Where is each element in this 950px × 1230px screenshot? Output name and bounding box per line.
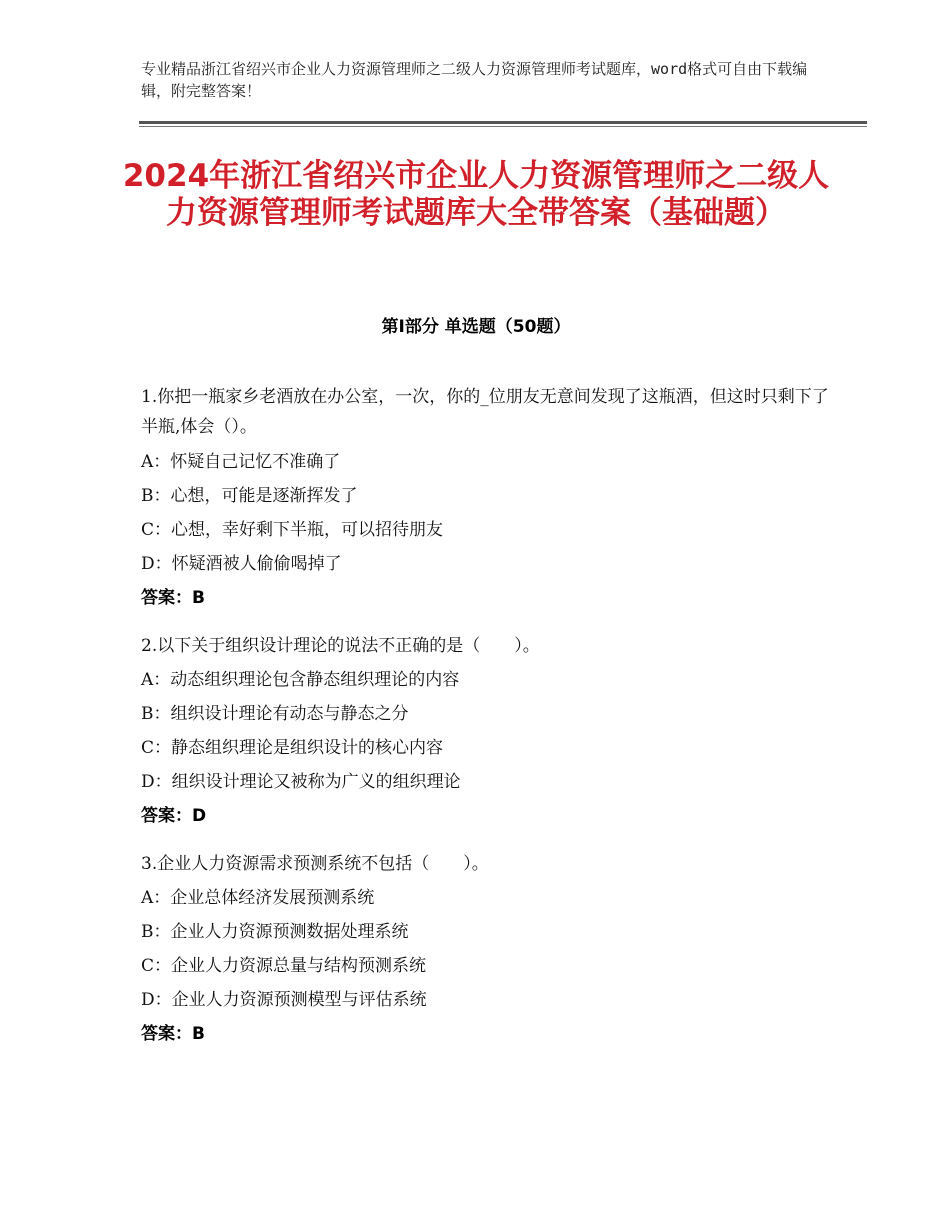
question-option-d: D：怀疑酒被人偷偷喝掉了 [141, 554, 342, 574]
question-stem: 1.你把一瓶家乡老酒放在办公室，一次，你的_位朋友无意间发现了这瓶酒，但这时只剩下了半瓶,体会（）。 [141, 387, 829, 437]
question-option-b: B：组织设计理论有动态与静态之分 [141, 704, 409, 724]
question-option-a: A：动态组织理论包含静态组织理论的内容 [141, 670, 460, 690]
question-option-b: B：企业人力资源预测数据处理系统 [141, 922, 409, 942]
question-option-d: D：组织设计理论又被称为广义的组织理论 [141, 772, 461, 792]
question-3 [141, 847, 831, 1051]
question-option-c: C：心想，幸好剩下半瓶，可以招待朋友 [141, 520, 444, 540]
question-1 [141, 382, 831, 615]
question-answer: 答案：B [141, 588, 205, 608]
question-2 [141, 629, 831, 833]
question-option-b: B：心想，可能是逐渐挥发了 [141, 486, 358, 506]
section-title: 第Ⅰ部分 单选题（50题） [381, 317, 571, 337]
header-divider-thick [139, 121, 867, 124]
header-note: 专业精品浙江省绍兴市企业人力资源管理师之二级人力资源管理师考试题库，word格式可自由下载编辑，附完整答案！ [141, 60, 808, 100]
question-option-d: D：企业人力资源预测模型与评估系统 [141, 990, 427, 1010]
question-answer: 答案：B [141, 1024, 205, 1044]
header-divider-thin [139, 126, 867, 127]
question-answer: 答案：D [141, 806, 207, 826]
document-title: 2024年浙江省绍兴市企业人力资源管理师之二级人力资源管理师考试题库大全带答案（基础题） [122, 158, 830, 231]
question-option-a: A：企业总体经济发展预测系统 [141, 888, 375, 908]
question-option-c: C：企业人力资源总量与结构预测系统 [141, 956, 427, 976]
question-stem: 3.企业人力资源需求预测系统不包括（ ）。 [141, 854, 489, 874]
question-list [141, 382, 831, 1065]
question-stem: 2.以下关于组织设计理论的说法不正确的是（ ）。 [141, 636, 540, 656]
question-option-c: C：静态组织理论是组织设计的核心内容 [141, 738, 444, 758]
question-option-a: A：怀疑自己记忆不准确了 [141, 452, 341, 472]
